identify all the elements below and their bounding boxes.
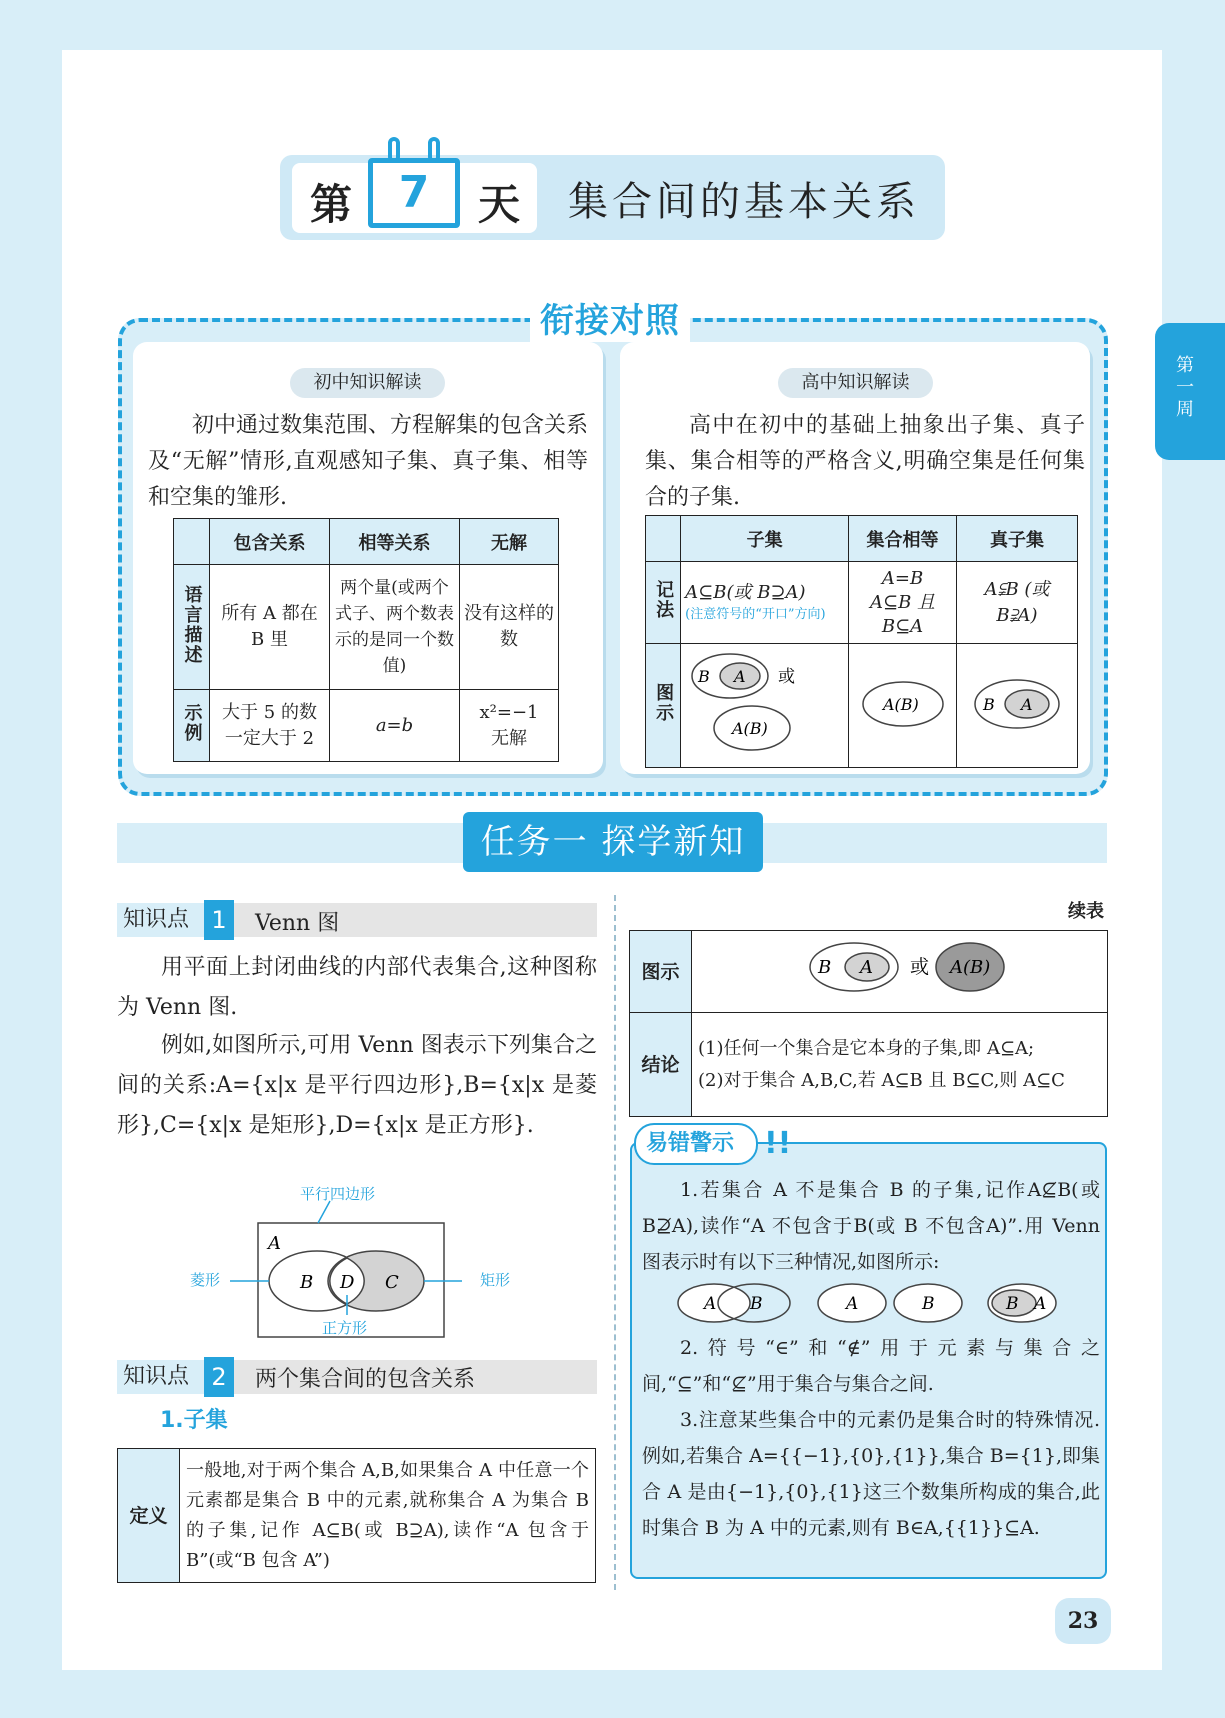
continued-label: 续表: [1068, 901, 1104, 922]
definition-table: [117, 1448, 596, 1583]
table-header: 相等关系: [330, 519, 460, 565]
task-title: 任务一 探学新知: [463, 812, 763, 872]
label-rectangle: 矩形: [480, 1271, 511, 1289]
venn-label-a: A: [1021, 695, 1033, 714]
table-cell: 所有 A 都在 B 里: [210, 565, 330, 690]
venn-label-a: A: [846, 1294, 859, 1314]
venn-label-a: A: [704, 1294, 717, 1314]
warning-para-1: 1.若集合 A 不是集合 B 的子集,记作A⊈B(或 B⊉A),读作“A 不包含于B(或 B 不包含A)”.用 Venn 图表示时有以下三种情况,如图所示:: [642, 1179, 1100, 1273]
equal-notation: A=B A⊆B 且 B⊆A: [849, 562, 957, 644]
venn-label-a: A: [860, 957, 873, 978]
venn-label-b: B: [818, 957, 832, 978]
diagram-label-d: D: [340, 1272, 355, 1293]
table-header: 无解: [460, 519, 559, 565]
exclamation-icon: !!: [764, 1126, 792, 1161]
venn-label-ab: A(B): [882, 695, 919, 714]
diagram-label-a: A: [268, 1233, 281, 1254]
compare-title: 衔接对照: [530, 293, 690, 342]
column-divider: [614, 895, 616, 1590]
conclusion-label: 结论: [630, 1013, 692, 1117]
label-square: 正方形: [322, 1319, 368, 1337]
proper-notation: A⫋B (或 B⫌A): [957, 562, 1078, 644]
kp1-label: 知识点: [117, 903, 207, 937]
not-subset-venn-diagrams: [672, 1278, 1072, 1328]
warning-para-3: 3.注意某些集合中的元素仍是集合时的特殊情况.例如,若集合 A={{−1},{0},{1}},集合 B={1},即集合 A 是由{−1},{0},{1}这三个数集所构成的集合,此时集合 B 为 A 中的元素,则有 B∈A,{{1}}⊆A.: [642, 1409, 1100, 1539]
kp1-para-1: 用平面上封闭曲线的内部代表集合,这种图称为 Venn 图.: [117, 955, 597, 1020]
row-label: 示例: [181, 703, 203, 743]
day-prefix: 第: [310, 180, 353, 229]
venn-label-b: B: [750, 1294, 763, 1314]
venn-label-b: B: [983, 695, 995, 714]
conclusion-1: (1)任何一个集合是它本身的子集,即 A⊆A;: [698, 1037, 1035, 1059]
junior-text: 初中通过数集范围、方程解集的包含关系及“无解”情形,直观感知子集、真子集、相等和空集的雏形.: [148, 413, 589, 510]
warning-title: 易错警示: [634, 1123, 758, 1165]
venn-label-b: B: [697, 667, 710, 686]
week-tab-label: 第一周: [1173, 355, 1194, 421]
label-rhombus: 菱形: [190, 1271, 221, 1289]
warning-para-2: 2.符号“∈”和“∉”用于元素与集合之间,“⊆”和“⊈”用于集合与集合之间.: [642, 1337, 1100, 1395]
subset-note: (注意符号的“开口”方向): [685, 606, 826, 622]
page-number: 23: [1055, 1598, 1111, 1644]
definition-label: 定义: [118, 1449, 180, 1583]
quadrilateral-venn-diagram: [190, 1185, 530, 1345]
diagram-label-b: B: [300, 1272, 314, 1293]
kp1-number: 1: [204, 900, 234, 940]
senior-text: 高中在初中的基础上抽象出子集、真子集、集合相等的严格含义,明确空集是任何集合的子集.: [645, 413, 1085, 510]
venn-label-b: B: [922, 1294, 935, 1314]
definition-text: 一般地,对于两个集合 A,B,如果集合 A 中任意一个元素都是集合 B 中的元素,就称集合 A 为集合 B 的子集,记作 A⊆B(或 B⊇A),读作“A 包含于 B”(或“B 包含 A”): [180, 1449, 596, 1583]
subset-notation: A⊆B(或 B⊇A): [685, 581, 806, 603]
venn-label-ab: A(B): [731, 719, 768, 738]
table-header: 包含关系: [210, 519, 330, 565]
table-cell: a=b: [330, 690, 460, 762]
proper-venn-diagram: [957, 644, 1077, 762]
corner-cell: [174, 519, 210, 565]
subset-heading: 1.子集: [160, 1408, 228, 1433]
venn-label-a: A: [733, 667, 746, 686]
kp2-number: 2: [204, 1357, 234, 1397]
kp1-title: Venn 图: [255, 911, 340, 936]
table-header: 子集: [681, 516, 849, 562]
table-header: 真子集: [957, 516, 1078, 562]
table-cell: 大于 5 的数一定大于 2: [210, 690, 330, 762]
continued-table: [629, 930, 1108, 1117]
page-title: 集合间的基本关系: [568, 179, 920, 225]
kp1-para-2: 例如,如图所示,可用 Venn 图表示下列集合之间的关系:A={x|x 是平行四边形},B={x|x 是菱形},C={x|x 是矩形},D={x|x 是正方形}.: [117, 1033, 597, 1138]
illustration-label: 图示: [630, 931, 692, 1013]
table-cell: x²=−1 无解: [460, 690, 559, 762]
or-word: 或: [777, 667, 795, 687]
label-parallelogram: 平行四边形: [300, 1185, 376, 1203]
day-suffix: 天: [478, 180, 521, 229]
kp2-title: 两个集合间的包含关系: [255, 1367, 476, 1392]
junior-pill: 初中知识解读: [290, 368, 445, 398]
row-label: 记法: [653, 580, 675, 620]
continued-venn-diagram: [692, 931, 1104, 1003]
row-label: 语言描述: [181, 584, 203, 665]
equal-venn-diagram: [850, 644, 956, 762]
venn-label-b: B: [1006, 1294, 1019, 1314]
subset-venn-diagram: [682, 644, 848, 762]
table-header: 集合相等: [849, 516, 957, 562]
senior-pill: 高中知识解读: [778, 368, 933, 398]
senior-table: [645, 515, 1078, 768]
venn-label-a: A: [1034, 1294, 1047, 1314]
venn-label-ab: A(B): [950, 957, 991, 978]
table-cell: 没有这样的数: [460, 565, 559, 690]
row-label: 图示: [653, 683, 675, 723]
junior-table: [173, 518, 559, 762]
corner-cell: [646, 516, 681, 562]
kp2-label: 知识点: [117, 1360, 207, 1394]
diagram-label-c: C: [385, 1272, 399, 1293]
conclusion-2: (2)对于集合 A,B,C,若 A⊆B 且 B⊆C,则 A⊆C: [698, 1069, 1065, 1091]
or-word: 或: [910, 956, 930, 978]
day-number: 7: [368, 158, 460, 228]
table-cell: 两个量(或两个式子、两个数表示的是同一个数值): [330, 565, 460, 690]
